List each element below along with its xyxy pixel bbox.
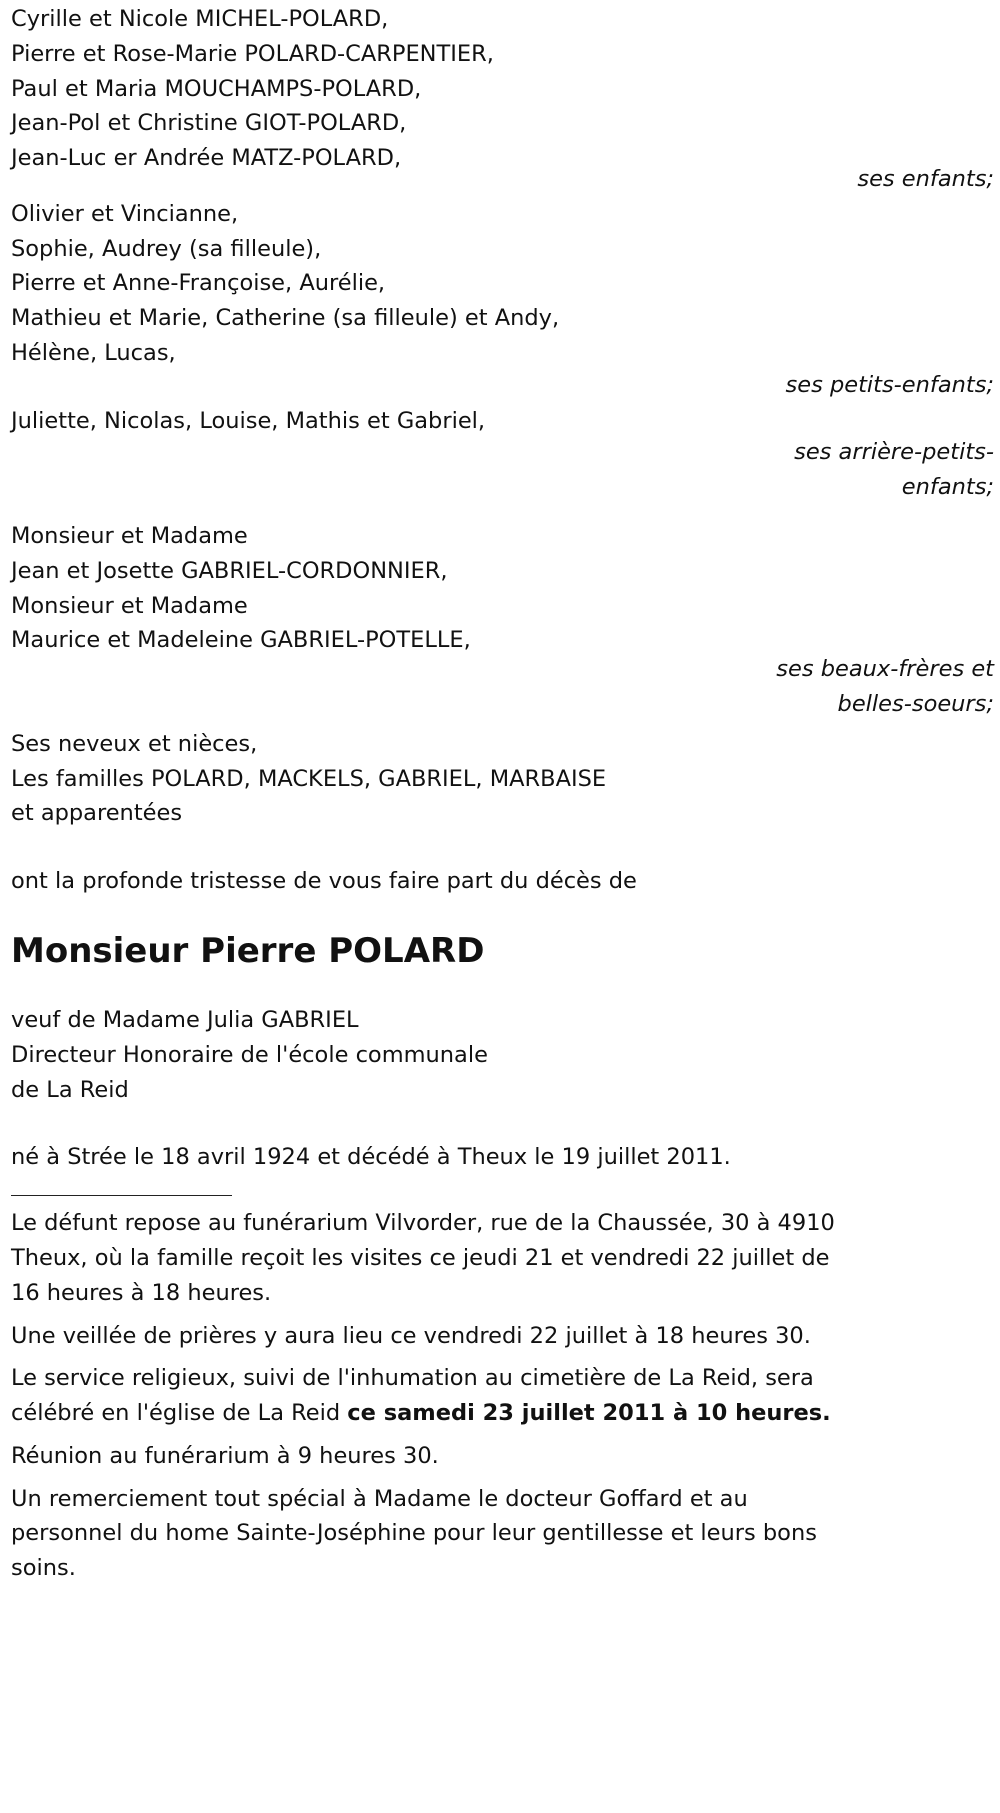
funeral-home-paragraph bbox=[11, 1206, 996, 1310]
grandchildren-name-line: Pierre et Anne-Françoise, Aurélie, bbox=[11, 270, 386, 297]
thanks-paragraph bbox=[11, 1482, 996, 1586]
service-line bbox=[11, 1396, 996, 1431]
children-name-line: Paul et Maria MOUCHAMPS-POLARD, bbox=[11, 75, 422, 102]
other-relatives-section bbox=[11, 727, 996, 831]
service-paragraph bbox=[11, 1361, 996, 1431]
deceased-detail-line: Directeur Honoraire de l'école communale bbox=[11, 1041, 488, 1068]
children-section bbox=[11, 2, 996, 197]
other-relatives-line: et apparentées bbox=[11, 800, 183, 827]
great-grandchildren-role: enfants; bbox=[901, 474, 994, 501]
in-laws-role: belles-soeurs; bbox=[837, 690, 994, 717]
service-line: Le service religieux, suivi de l'inhumation au cimetière de La Reid, sera bbox=[11, 1365, 814, 1392]
service-church-text: célébré en l'église de La Reid bbox=[11, 1400, 348, 1427]
grandchildren-section bbox=[11, 197, 996, 403]
great-grandchildren-name-line: Juliette, Nicolas, Louise, Mathis et Gabriel, bbox=[11, 407, 486, 434]
children-name-line: Jean-Luc er Andrée MATZ-POLARD, bbox=[11, 145, 402, 172]
in-laws-section bbox=[11, 519, 996, 722]
deceased-detail-line: veuf de Madame Julia GABRIEL bbox=[11, 1006, 359, 1033]
grandchildren-name-line: Mathieu et Marie, Catherine (sa filleule) et Andy, bbox=[11, 305, 560, 332]
meeting-text: Réunion au funérarium à 9 heures 30. bbox=[11, 1442, 439, 1469]
great-grandchildren-section bbox=[11, 404, 996, 505]
in-laws-name-line: Monsieur et Madame bbox=[11, 522, 248, 549]
in-laws-name-line: Monsieur et Madame bbox=[11, 592, 248, 619]
funeral-home-line: 16 heures à 18 heures. bbox=[11, 1279, 272, 1306]
children-name-line: Cyrille et Nicole MICHEL-POLARD, bbox=[11, 6, 389, 32]
obituary-notice bbox=[11, 2, 996, 1586]
funeral-home-line: Le défunt repose au funérarium Vilvorder, rue de la Chaussée, 30 à 4910 bbox=[11, 1210, 835, 1237]
announcement-text: ont la profonde tristesse de vous faire part du décès de bbox=[11, 868, 637, 895]
children-name-line: Jean-Pol et Christine GIOT-POLARD, bbox=[11, 110, 407, 137]
grandchildren-name-line: Olivier et Vincianne, bbox=[11, 200, 239, 227]
children-name-line: Pierre et Rose-Marie POLARD-CARPENTIER, bbox=[11, 40, 494, 67]
birth-death-text: né à Strée le 18 avril 1924 et décédé à Theux le 19 juillet 2011. bbox=[11, 1144, 731, 1171]
other-relatives-line: Les familles POLARD, MACKELS, GABRIEL, MARBAISE bbox=[11, 765, 607, 792]
divider-rule bbox=[11, 1195, 232, 1196]
children-role: ses enfants; bbox=[857, 165, 994, 192]
grandchildren-name-line: Hélène, Lucas, bbox=[11, 339, 176, 366]
service-datetime: ce samedi 23 juillet 2011 à 10 heures. bbox=[347, 1400, 831, 1427]
other-relatives-line: Ses neveux et nièces, bbox=[11, 730, 258, 757]
in-laws-name-line: Maurice et Madeleine GABRIEL-POTELLE, bbox=[11, 627, 471, 654]
grandchildren-role: ses petits-enfants; bbox=[785, 371, 994, 398]
grandchildren-name-line: Sophie, Audrey (sa filleule), bbox=[11, 235, 322, 262]
deceased-name: Monsieur Pierre POLARD bbox=[11, 930, 485, 971]
deceased-detail-line: de La Reid bbox=[11, 1076, 129, 1103]
deceased-details bbox=[11, 1003, 996, 1107]
thanks-line: soins. bbox=[11, 1555, 76, 1582]
funeral-home-line: Theux, où la famille reçoit les visites ce jeudi 21 et vendredi 22 juillet de bbox=[11, 1244, 830, 1271]
thanks-line: Un remerciement tout spécial à Madame le docteur Goffard et au bbox=[11, 1485, 748, 1512]
great-grandchildren-role: ses arrière-petits- bbox=[794, 439, 994, 466]
in-laws-role: ses beaux-frères et bbox=[776, 656, 994, 683]
in-laws-name-line: Jean et Josette GABRIEL-CORDONNIER, bbox=[11, 557, 448, 584]
vigil-text: Une veillée de prières y aura lieu ce vendredi 22 juillet à 18 heures 30. bbox=[11, 1322, 811, 1349]
thanks-line: personnel du home Sainte-Joséphine pour leur gentillesse et leurs bons bbox=[11, 1520, 817, 1547]
